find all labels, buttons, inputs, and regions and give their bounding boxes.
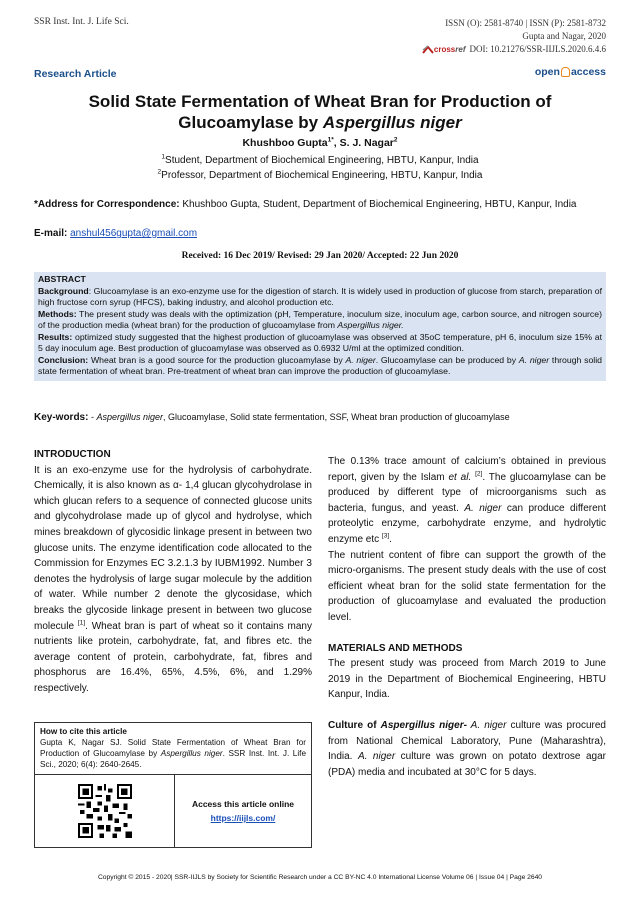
- received-dates: Received: 16 Dec 2019/ Revised: 29 Jan 2020/ Accepted: 22 Jun 2020: [181, 251, 459, 261]
- cite-text: [40, 737, 306, 770]
- left-column: [34, 447, 312, 697]
- background-label: Background: [38, 285, 89, 296]
- intro-ref-1[interactable]: [1]: [77, 619, 86, 627]
- methods-species: Aspergillus niger.: [337, 320, 404, 330]
- author-2: , S. J. Nagar: [333, 137, 394, 149]
- header-meta: [422, 17, 606, 56]
- title-line-2-text: Glucoamylase by: [178, 113, 323, 132]
- affiliation-1-text: Student, Department of Biochemical Engineering, HBTU, Kanpur, India: [165, 155, 479, 166]
- intro-text-2: . Wheat bran is part of wheat so it contains many nutrients like protein, carbohydrate, fat, and fibres etc. the average content of protein, carbohydrate, fat, fibres and phosphorus are 16.4%, 65%, 4.5%, 6%, and 1.29% respectively.: [34, 620, 312, 694]
- article-type-label: Research Article: [34, 68, 117, 80]
- abstract-methods: [38, 309, 602, 332]
- qr-code-icon[interactable]: [78, 784, 132, 838]
- page-footer: Copyright © 2015 - 2020| SSR-IIJLS by Society for Scientific Research under a CC BY-NC 4.0 International License Volume 06 | Issue 04 | Page 2640: [97, 874, 543, 881]
- access-section: [35, 775, 311, 847]
- open-access-access: access: [570, 66, 606, 78]
- introduction-paragraph: [34, 463, 312, 697]
- right-p1-text-a: The 0.13% trace amount of calcium’s obtained in previous report, given by the Islam: [328, 456, 606, 483]
- conclusion-text-1: Wheat bran is a good source for the production glucoamylase by: [88, 354, 346, 365]
- correspondence-label: *Address for Correspondence:: [34, 199, 180, 210]
- cite-species: Aspergillus niger: [160, 749, 223, 758]
- right-p1-text-d: .: [389, 533, 392, 545]
- crossref-ref: ref: [455, 45, 466, 54]
- keywords: [34, 412, 606, 423]
- email-label: E-mail:: [34, 228, 68, 239]
- right-p1-text-c: can produce different proteolytic enzyme, carbohydrate enzyme, and hydrolytic enzyme etc: [328, 502, 606, 545]
- correspondence-address: [34, 198, 606, 211]
- abstract-heading: ABSTRACT: [38, 274, 86, 284]
- intro-text-1: It is an exo-enzyme use for the hydrolysis of carbohydrate. Chemically, it is also known as α- 1,4 glucan glycohydrolase in which glucan refers to a sequence of connected glucose units and glycohydrolase made up of glycol and hydrolyse, which mines breakdown of glycosidic linkage present in between two glucose units. The enzyme identification code allocated to the Commission for Enzymes EC 3.2.1.3 by IUBM1992. Number 3 denotes the hydrolysis of large sugar molecule by the addition of water. While number 2 denote the glycosidase, which breaks the glycoside linkage present in between two glucose molecule: [34, 464, 312, 632]
- abstract-conclusion: [38, 355, 602, 378]
- access-link[interactable]: https://iijls.com/: [210, 813, 276, 823]
- results-label: Results:: [38, 331, 73, 342]
- affiliation-1-sup: 1: [161, 153, 166, 161]
- culture-species-1: A. niger: [466, 719, 507, 731]
- qr-cell: [35, 775, 175, 847]
- introduction-heading: INTRODUCTION: [34, 449, 111, 460]
- right-paragraph-1: [328, 454, 606, 548]
- affiliation-2-text: Professor, Department of Biochemical Engineering, HBTU, Kanpur, India: [161, 170, 483, 181]
- doi[interactable]: DOI: 10.21276/SSR-IIJLS.2020.6.4.6: [469, 44, 606, 54]
- culture-text-1: culture was procured from National Chemical Laboratory, Pune (Maharashtra), India.: [328, 719, 606, 763]
- open-access-open: open: [534, 66, 560, 78]
- conclusion-text-2: . Glucoamylase can be produced by: [375, 354, 519, 365]
- right-p1-etal: et al.: [448, 471, 472, 483]
- right-paragraph-2: The nutrient content of fibre can support the growth of the micro-organisms. The present study deals with the use of cost efficient wheat bran for the solid state fermentation for the production of glucoamylase and evaluated the production level.: [328, 549, 606, 623]
- how-to-cite-box: [34, 722, 312, 848]
- affiliation-2-sup: 2: [157, 168, 162, 176]
- keywords-dash: -: [88, 412, 97, 422]
- methods-label: Methods:: [38, 308, 77, 319]
- culture-label: Culture of: [328, 719, 381, 731]
- open-lock-icon: [561, 67, 570, 77]
- conclusion-label: Conclusion:: [38, 354, 89, 365]
- cite-text-2: . SSR Inst. Int. J. Life Sci., 2020; 6(4): 2640-2645.: [40, 749, 306, 769]
- issn: ISSN (O): 2581-8740 | ISSN (P): 2581-8732: [445, 18, 606, 28]
- affiliation-2: [34, 170, 606, 181]
- access-cell: [175, 775, 311, 847]
- right-ref-2[interactable]: [2]: [475, 470, 483, 478]
- open-access-badge: [535, 66, 606, 78]
- crossref-icon: [422, 45, 434, 55]
- author-1-sup: 1*: [327, 136, 334, 144]
- journal-short-name: SSR Inst. Int. J. Life Sci.: [34, 17, 129, 27]
- abstract-results: [38, 332, 602, 355]
- abstract-background: [38, 286, 602, 309]
- cite-section: [35, 723, 311, 775]
- culture-paragraph: [328, 718, 606, 780]
- abstract-box: [34, 272, 606, 381]
- culture-text-2: culture was grown on potato dextrose agar (PDA) media and incubated at 30°C for 5 days.: [328, 751, 606, 778]
- email-link[interactable]: anshul456gupta@gmail.com: [70, 228, 198, 239]
- materials-methods-heading: MATERIALS AND METHODS: [328, 642, 463, 654]
- email-row: [34, 228, 197, 239]
- author-2-sup: 2: [393, 136, 398, 144]
- right-p1-text-b: . The glucoamylase can be produced by different type of microorganisms such as bacteria, fungus, and yeast.: [328, 471, 606, 514]
- author-year: Gupta and Nagar, 2020: [522, 31, 606, 41]
- methods-text: The present study was deals with the optimization (pH, Temperature, inoculum size, inoculum age, carbon source, and nitrogen source) of the production media (wheat bran) for the production of glucoamylase from: [38, 308, 602, 330]
- conclusion-species-2: A. niger: [518, 354, 550, 365]
- culture-species-2: A. niger: [357, 751, 396, 763]
- access-label: Access this article online: [191, 799, 295, 809]
- right-p1-species: A. niger: [464, 502, 502, 514]
- conclusion-species-1: A. niger: [345, 354, 376, 365]
- doi-row: [422, 43, 606, 56]
- background-text: : Glucoamylase is an exo-enzyme use for the digestion of starch. It is widely used in production of glucose from starch, preparation of high fructose corn syrup (HFCS), baking industry, and alcohol production etc.: [38, 285, 602, 307]
- affiliation-1: [34, 155, 606, 166]
- cite-title: How to cite this article: [40, 727, 127, 736]
- cite-text-1: Gupta K, Nagar SJ. Solid State Fermentation of Wheat Bran for Production of Glucoamylase by: [40, 738, 306, 758]
- keywords-rest: , Glucoamylase, Solid state fermentation, SSF, Wheat bran production of glucoamylase: [163, 412, 510, 422]
- title-species: Aspergillus niger: [322, 113, 462, 132]
- crossref-cross: cross: [433, 45, 456, 54]
- right-column: [328, 454, 606, 780]
- correspondence-text: Khushboo Gupta, Student, Department of Biochemical Engineering, HBTU, Kanpur, India: [179, 199, 577, 210]
- keywords-species: Aspergillus niger: [96, 412, 163, 422]
- materials-methods-paragraph: The present study was proceed from March 2019 to June 2019 in the Department of Biochemical Engineering, HBTU Kanpur, India.: [328, 658, 606, 701]
- keywords-label: Key-words:: [34, 412, 89, 423]
- title-line-1: Solid State Fermentation of Wheat Bran for Production of: [88, 92, 552, 111]
- author-list: [34, 137, 606, 149]
- author-1: Khushboo Gupta: [242, 137, 328, 149]
- crossref-logo[interactable]: [422, 43, 466, 56]
- article-title: [34, 91, 606, 133]
- title-line-2: [34, 112, 606, 133]
- conclusion-text-3: through solid state fermentation of wheat bran. Pre-treatment of wheat bran can improve the production of glucoamylase.: [38, 354, 602, 376]
- culture-label-species: Aspergillus niger-: [380, 719, 467, 731]
- right-ref-3[interactable]: [3]: [381, 532, 390, 540]
- results-text: optimized study suggested that the highest production of glucoamylase was observed at 35oC temperature, pH 6, inoculum size 15% at 5 day inoculum age. Best production of glucoamylase was observed as 0.6932 U/ml at the optimized condition.: [38, 331, 602, 353]
